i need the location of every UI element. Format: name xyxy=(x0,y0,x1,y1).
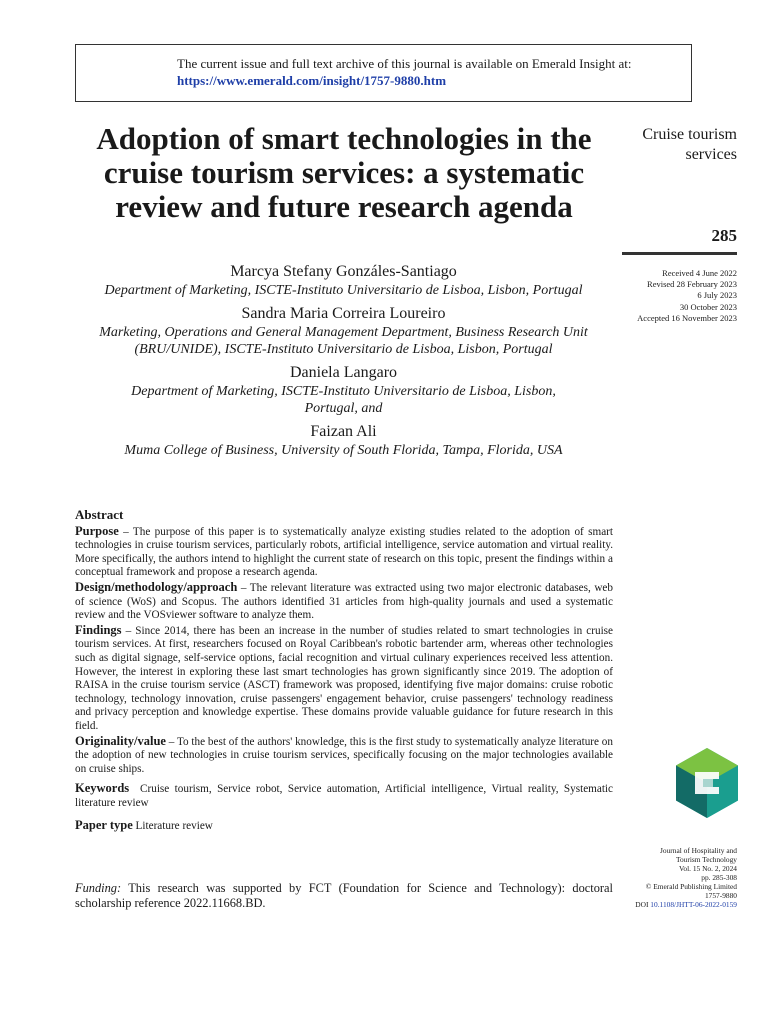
journal-pages: pp. 285-308 xyxy=(701,873,737,882)
keywords-label: Keywords xyxy=(75,781,130,796)
author-name: Faizan Ali xyxy=(310,422,377,440)
section-label: Purpose xyxy=(75,523,119,538)
abstract-originality xyxy=(75,735,613,777)
abstract-heading: Abstract xyxy=(75,507,124,522)
paper-type-text: Literature review xyxy=(135,820,213,833)
abstract xyxy=(75,508,613,835)
funding-note xyxy=(75,881,613,911)
date-received: Received 4 June 2022 xyxy=(662,268,737,278)
date-accepted: Accepted 16 November 2023 xyxy=(637,312,737,323)
notice-text: The current issue and full text archive of this journal is available on Emerald Insight at: xyxy=(177,56,632,71)
date-revised-3: 30 October 2023 xyxy=(679,301,737,312)
keywords xyxy=(75,782,613,810)
journal-notice-box xyxy=(75,44,692,102)
paper-type-label: Paper type xyxy=(75,818,133,833)
page-number: 285 xyxy=(711,226,737,245)
author-affiliation: Marketing, Operations and General Management Department, Business Research Unit (BRU/UNIDE), ISCTE-Instituto Universitario de Lisboa, Lisbon, Portugal xyxy=(99,324,588,357)
journal-name-line: Journal of Hospitality and xyxy=(660,846,737,855)
journal-publisher: © Emerald Publishing Limited xyxy=(645,882,737,891)
author-affiliation: Department of Marketing, ISCTE-Instituto Universitario de Lisboa, Lisbon, Portugal, and xyxy=(131,383,556,416)
journal-volume: Vol. 15 No. 2, 2024 xyxy=(679,864,737,873)
funding-text: This research was supported by FCT (Foundation for Science and Technology): doctoral scholarship reference 2022.11668.BD. xyxy=(75,881,613,910)
journal-name-line: Tourism Technology xyxy=(675,855,737,864)
section-label: Findings xyxy=(75,622,122,637)
keywords-text: Cruise tourism, Service robot, Service automation, Artificial intelligence, Virtual reality, Systematic literature review xyxy=(75,783,614,809)
author-affiliation: Muma College of Business, University of South Florida, Tampa, Florida, USA xyxy=(124,442,563,458)
journal-issn: 1757-9880 xyxy=(704,891,737,900)
doi-label: DOI xyxy=(635,900,649,909)
date-revised: Revised 28 February 2023 xyxy=(647,279,737,290)
running-head: Cruise tourism services xyxy=(642,126,737,163)
author-name: Marcya Stefany Gonzáles-Santiago xyxy=(230,263,457,280)
abstract-findings xyxy=(75,624,613,734)
author-block xyxy=(75,262,612,459)
section-text: – Since 2014, there has been an increase in the number of studies related to smart technologies in cruise tourism services. At first, researchers focused on Royal Caribbean's robotic bartender arm, whereas other technologies such as digital signage, self-service options, facial recognition and virtual culinary experiences received less attention. However, the interest in exploring these last smart technologies has grown significantly since 2019. The adoption of RAISA in the cruise tourism service (ASCT) framework was proposed, identifying five major domains: cruise robotic technology, technology innovation, cruise passengers' engagement behavior, cruise passengers' technology readiness and privacy perception and knowledge expertise. These domains provide valuable guidance for future research in this field. xyxy=(75,624,613,732)
header-rule xyxy=(622,252,737,255)
section-text: – The relevant literature was extracted using two major electronic databases, web of science (WoS) and Scopus. The authors identified 31 articles from high-quality journals and used a systematic review and the VOSviewer software to analyze them. xyxy=(75,581,613,622)
author-name: Daniela Langaro xyxy=(289,363,398,381)
abstract-purpose xyxy=(75,525,613,580)
section-text: – The purpose of this paper is to systematically analyze existing studies related to the adoption of smart technologies in cruise tourism services, particularly robots, artificial intelligence, service automation and virtual reality. More specifically, the authors intend to highlight the current state of research on this topic, present the findings within a conceptual framework and propose a research agenda. xyxy=(75,525,613,579)
author-name: Sandra Maria Correira Loureiro xyxy=(241,304,446,322)
doi-link[interactable]: 10.1108/JHTT-06-2022-0159 xyxy=(650,900,737,909)
section-text: – To the best of the authors' knowledge, this is the first study to systematically analyze literature on the adoption of new technologies in cruise tourism services, specifically focusing on the major technologies available on cruise ships. xyxy=(75,735,613,775)
paper-title: Adoption of smart technologies in the cruise tourism services: a systematic review and future research agenda xyxy=(96,121,592,224)
date-revised-2: 6 July 2023 xyxy=(697,290,737,301)
funding-label: Funding: xyxy=(75,881,122,895)
abstract-design xyxy=(75,581,613,623)
paper-type xyxy=(75,819,613,834)
emerald-logo-icon xyxy=(676,748,738,823)
section-label: Design/methodology/approach xyxy=(75,579,238,594)
section-label: Originality/value xyxy=(75,733,166,748)
journal-url-link[interactable]: https://www.emerald.com/insight/1757-9880.htm xyxy=(177,73,447,88)
author-affiliation: Department of Marketing, ISCTE-Instituto Universitario de Lisboa, Lisbon, Portugal xyxy=(104,283,583,298)
